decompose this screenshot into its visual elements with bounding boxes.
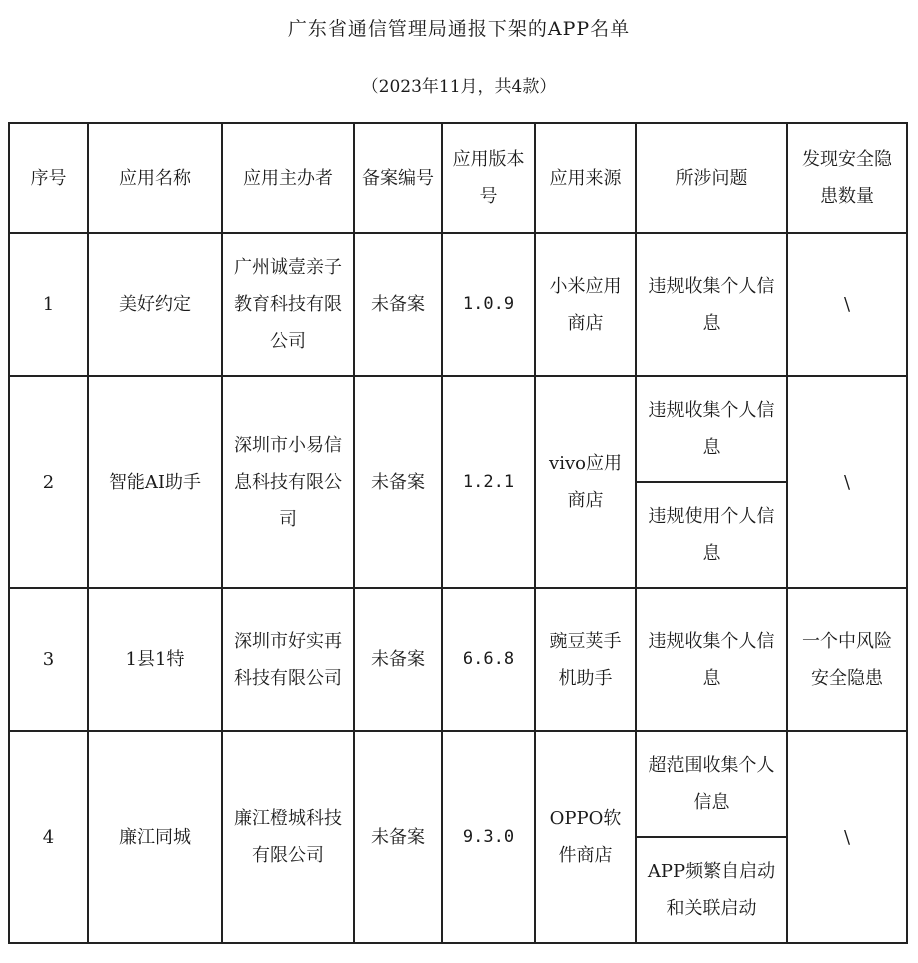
header-no: 序号 bbox=[9, 123, 88, 233]
cell-no: 4 bbox=[9, 731, 88, 943]
cell-version: 9.3.0 bbox=[442, 731, 535, 943]
cell-hazards: \ bbox=[787, 233, 907, 376]
cell-hazards: \ bbox=[787, 376, 907, 588]
cell-app-name: 智能AI助手 bbox=[88, 376, 222, 588]
cell-source: 小米应用商店 bbox=[535, 233, 636, 376]
cell-app-name: 美好约定 bbox=[88, 233, 222, 376]
cell-no: 3 bbox=[9, 588, 88, 731]
app-list-table bbox=[8, 122, 908, 944]
cell-app-name: 廉江同城 bbox=[88, 731, 222, 943]
cell-version: 1.2.1 bbox=[442, 376, 535, 588]
header-source: 应用来源 bbox=[535, 123, 636, 233]
cell-filing: 未备案 bbox=[354, 376, 442, 588]
table-row bbox=[9, 376, 907, 482]
table-row bbox=[9, 233, 907, 376]
cell-owner: 广州诚壹亲子教育科技有限公司 bbox=[222, 233, 354, 376]
cell-app-name: 1县1特 bbox=[88, 588, 222, 731]
cell-source: vivo应用商店 bbox=[535, 376, 636, 588]
cell-no: 1 bbox=[9, 233, 88, 376]
cell-issue: 超范围收集个人信息 bbox=[636, 731, 787, 837]
cell-filing: 未备案 bbox=[354, 233, 442, 376]
page-subtitle: （2023年11月，共4款） bbox=[361, 77, 557, 97]
cell-owner: 廉江橙城科技有限公司 bbox=[222, 731, 354, 943]
table-row bbox=[9, 588, 907, 731]
cell-filing: 未备案 bbox=[354, 588, 442, 731]
cell-filing: 未备案 bbox=[354, 731, 442, 943]
header-row bbox=[9, 123, 907, 233]
cell-owner: 深圳市小易信息科技有限公司 bbox=[222, 376, 354, 588]
cell-source: 豌豆荚手机助手 bbox=[535, 588, 636, 731]
cell-owner: 深圳市好实再科技有限公司 bbox=[222, 588, 354, 731]
header-version: 应用版本号 bbox=[442, 123, 535, 233]
table-row bbox=[9, 731, 907, 837]
cell-issue: 违规收集个人信息 bbox=[636, 588, 787, 731]
page-title: 广东省通信管理局通报下架的APP名单 bbox=[287, 18, 631, 40]
cell-version: 1.0.9 bbox=[442, 233, 535, 376]
cell-no: 2 bbox=[9, 376, 88, 588]
cell-issue: 违规收集个人信息 bbox=[636, 233, 787, 376]
header-issues: 所涉问题 bbox=[636, 123, 787, 233]
cell-source: OPPO软件商店 bbox=[535, 731, 636, 943]
header-owner: 应用主办者 bbox=[222, 123, 354, 233]
header-filing: 备案编号 bbox=[354, 123, 442, 233]
cell-issue: APP频繁自启动和关联启动 bbox=[636, 837, 787, 943]
cell-version: 6.6.8 bbox=[442, 588, 535, 731]
cell-hazards: 一个中风险安全隐患 bbox=[787, 588, 907, 731]
header-app-name: 应用名称 bbox=[88, 123, 222, 233]
cell-issue: 违规使用个人信息 bbox=[636, 482, 787, 588]
cell-issue: 违规收集个人信息 bbox=[636, 376, 787, 482]
header-hazards: 发现安全隐患数量 bbox=[787, 123, 907, 233]
cell-hazards: \ bbox=[787, 731, 907, 943]
